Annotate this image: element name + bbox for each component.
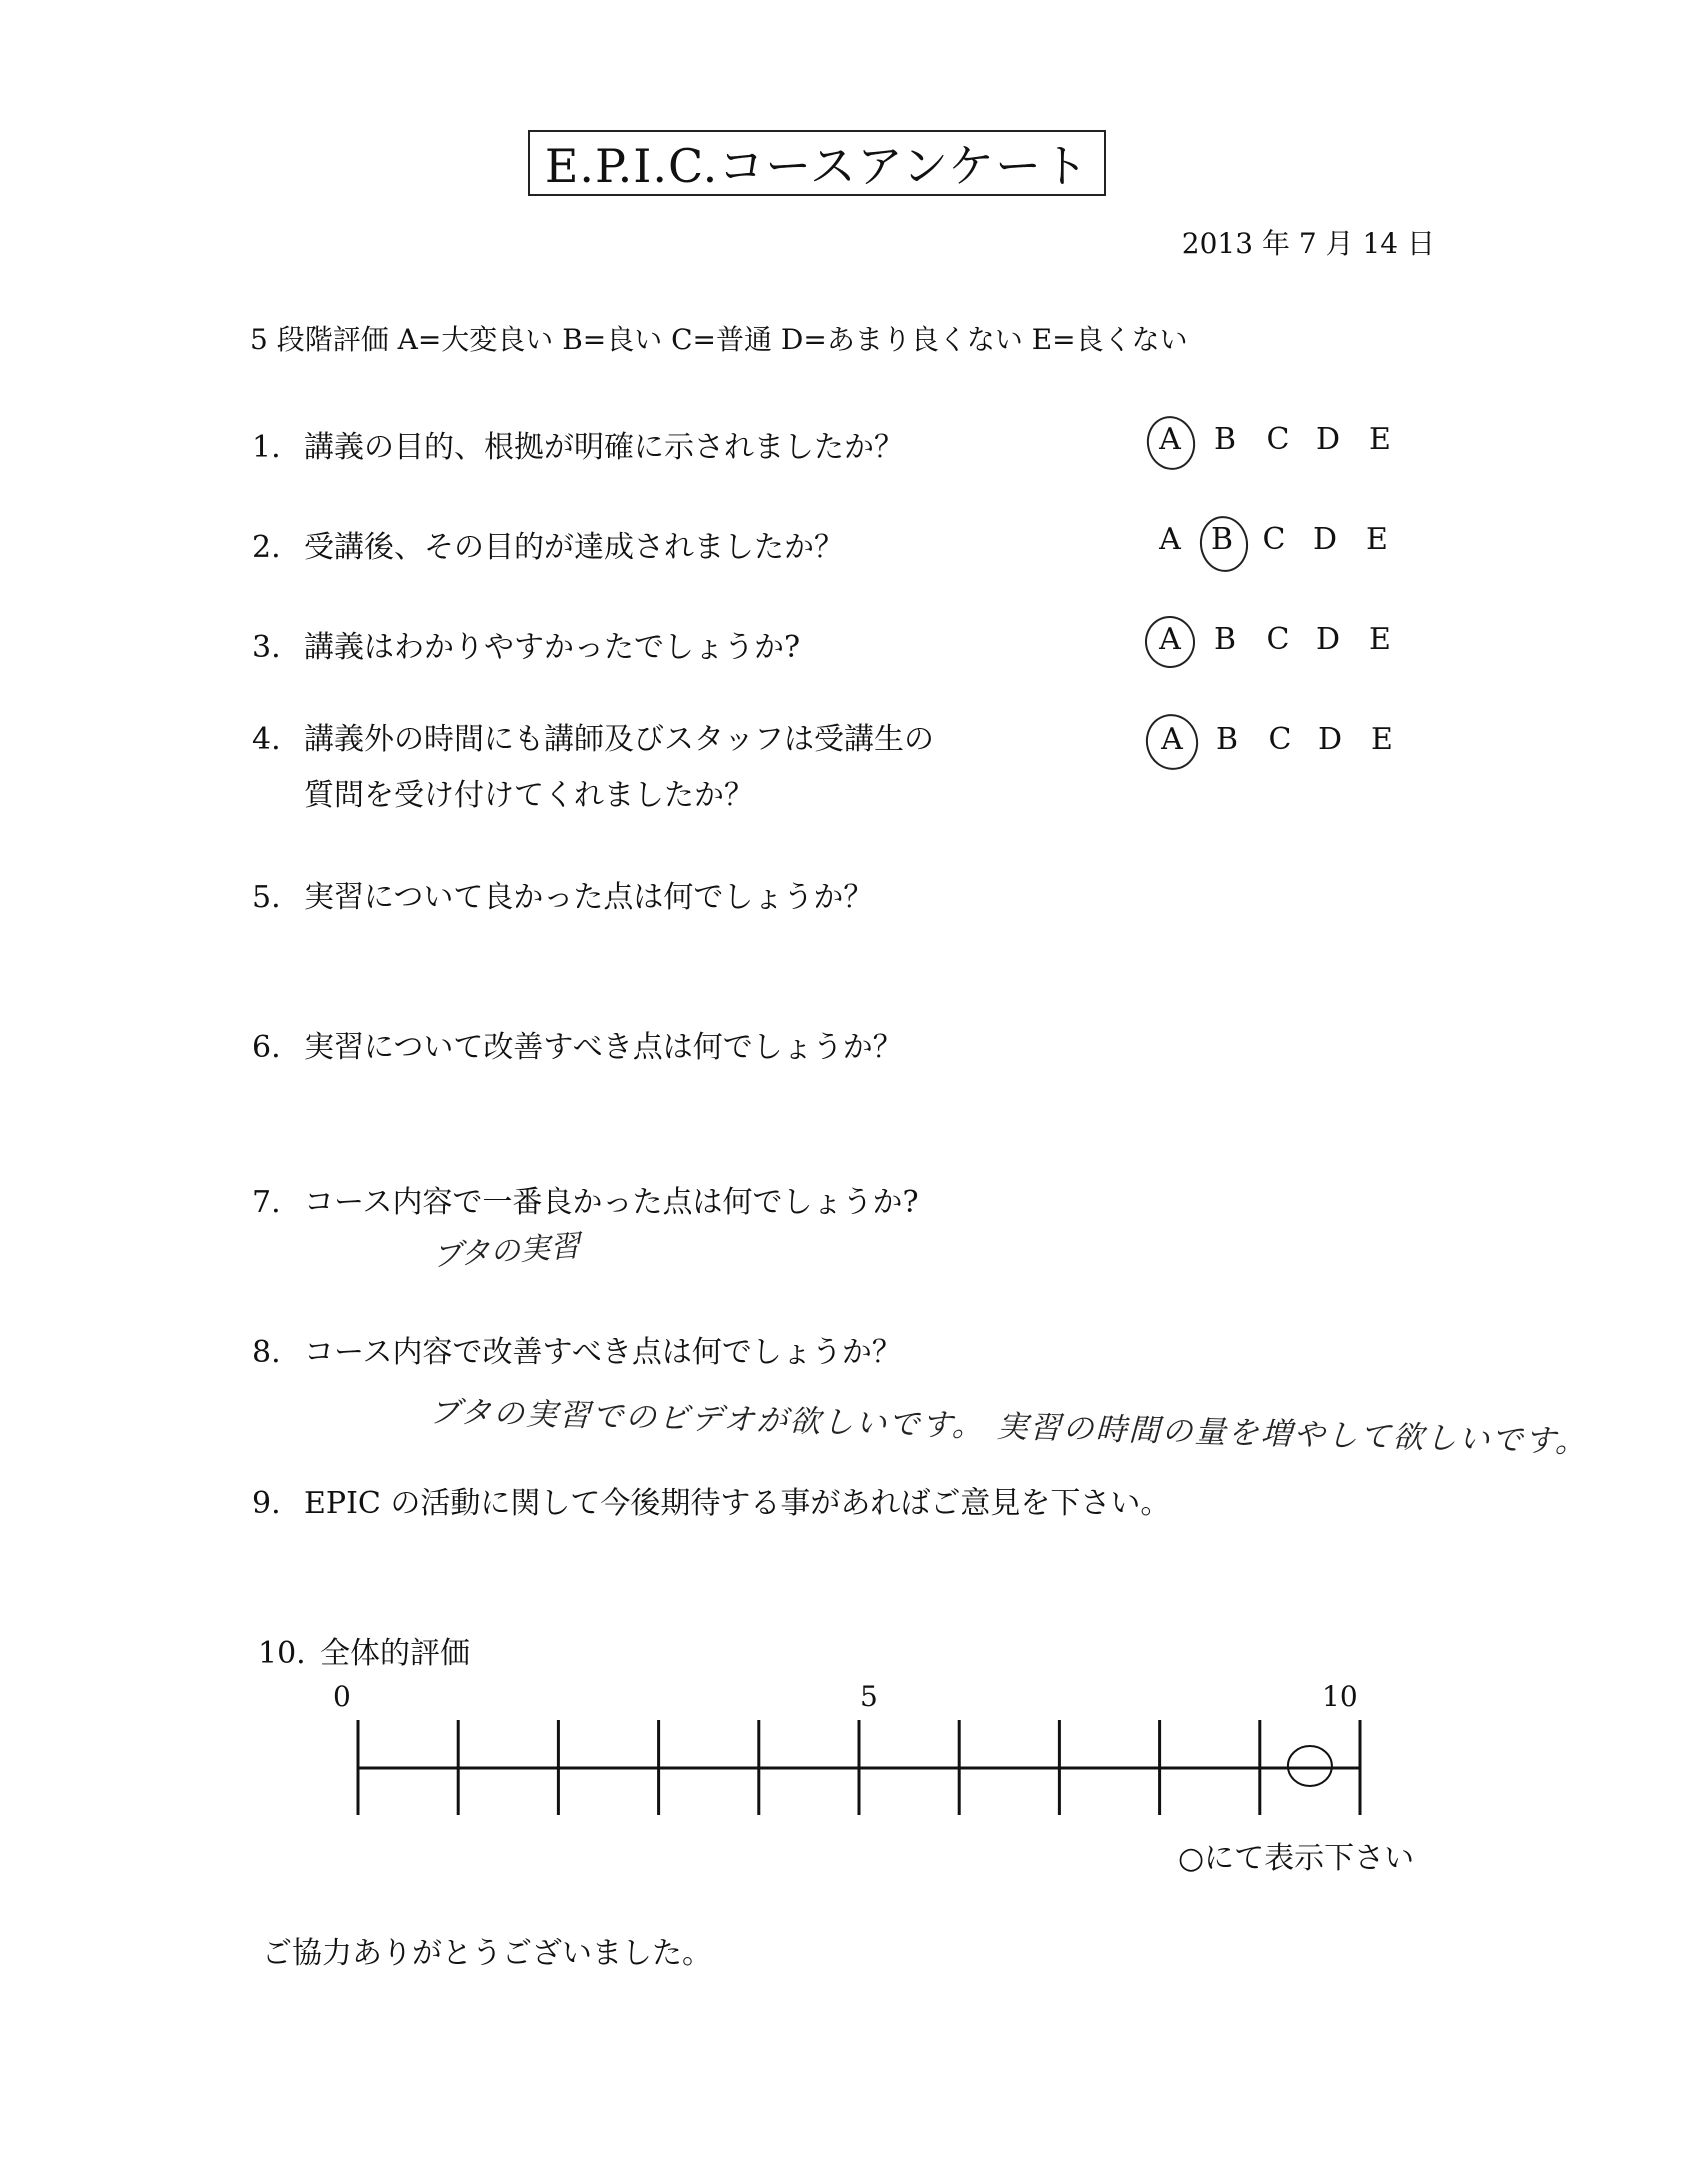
scale-label-mid: 5	[860, 1680, 878, 1713]
question-number: 6.	[252, 1030, 281, 1065]
rating-instruction: ○にて表示下さい	[1178, 1841, 1415, 1876]
question-number: 3.	[252, 630, 281, 665]
scale-label-min: 0	[333, 1680, 351, 1713]
question-text: 実習について改善すべき点は何でしょうか？	[304, 1030, 903, 1065]
option-a[interactable]: A	[1159, 522, 1181, 557]
question-number: 8.	[252, 1335, 281, 1370]
question-3-options	[1150, 622, 1410, 662]
option-e[interactable]: E	[1369, 622, 1391, 657]
selected-rating-circle	[1288, 1746, 1332, 1786]
survey-date: 2013 年 7 月 14 日	[1181, 227, 1435, 260]
survey-title: E.P.I.C.コースアンケート	[544, 139, 1090, 193]
question-text: コース内容で改善すべき点は何でしょうか？	[304, 1335, 902, 1370]
option-b[interactable]: B	[1213, 422, 1237, 457]
survey-title-box	[528, 130, 1106, 196]
question-number: 2.	[252, 530, 281, 565]
question-text: EPIC の活動に関して今後期待する事があればご意見を下さい。	[304, 1486, 1171, 1521]
question-10	[258, 1628, 470, 1672]
question-text: 講義はわかりやすかったでしょうか?	[304, 630, 801, 665]
question-8	[252, 1327, 902, 1371]
question-1	[252, 422, 904, 466]
question-number: 9.	[252, 1486, 281, 1521]
option-d[interactable]: D	[1315, 422, 1341, 457]
option-a[interactable]: A	[1159, 622, 1181, 657]
option-d[interactable]: D	[1317, 722, 1343, 757]
question-8-handwritten-answer: ブタの実習でのビデオが欲しいです。 実習の時間の量を増やして欲しいです。	[428, 1393, 1589, 1461]
question-4	[252, 712, 934, 824]
question-text: 受講後、その目的が達成されましたか？	[304, 530, 844, 565]
closing-message: ご協力ありがとうございました。	[262, 1936, 712, 1971]
question-4-options	[1152, 722, 1412, 762]
option-c[interactable]: C	[1262, 522, 1286, 557]
scale-label-max: 10	[1322, 1680, 1358, 1713]
question-2	[252, 522, 844, 566]
question-number: 7.	[252, 1185, 281, 1220]
question-number: 4.	[252, 722, 281, 757]
option-d[interactable]: D	[1315, 622, 1341, 657]
question-text-line-1: 講義外の時間にも講師及びスタッフは受講生の	[304, 722, 934, 757]
option-c[interactable]: C	[1266, 422, 1290, 457]
option-a[interactable]: A	[1161, 722, 1183, 757]
rating-scale-description: 5 段階評価 A=大変良い B=良い C=普通 D=あまり良くない E=良くない	[250, 323, 1188, 356]
question-7-handwritten-answer: ブタの実習	[431, 1228, 582, 1275]
question-text: 講義の目的、根拠が明確に示されましたか？	[304, 430, 904, 465]
selection-circle	[1140, 709, 1204, 776]
question-number: 10.	[258, 1636, 306, 1671]
question-text: コース内容で一番良かった点は何でしょうか?	[304, 1185, 919, 1220]
option-b[interactable]: B	[1210, 522, 1234, 557]
option-e[interactable]: E	[1369, 422, 1391, 457]
question-number: 1.	[252, 430, 281, 465]
question-text: 実習について良かった点は何でしょうか？	[304, 880, 874, 915]
question-text: 全体的評価	[320, 1636, 470, 1671]
question-6	[252, 1022, 903, 1066]
overall-rating-scale[interactable]	[340, 1710, 1380, 1820]
option-b[interactable]: B	[1213, 622, 1237, 657]
question-number: 5.	[252, 880, 281, 915]
question-1-options	[1150, 422, 1410, 462]
question-9	[252, 1478, 1170, 1522]
question-2-options	[1150, 522, 1410, 562]
question-5	[252, 872, 873, 916]
option-d[interactable]: D	[1312, 522, 1338, 557]
option-e[interactable]: E	[1366, 522, 1388, 557]
question-text-line-2: 質問を受け付けてくれましたか？	[304, 778, 754, 813]
question-7	[252, 1177, 919, 1221]
option-a[interactable]: A	[1159, 422, 1181, 457]
option-c[interactable]: C	[1266, 622, 1290, 657]
option-e[interactable]: E	[1371, 722, 1393, 757]
option-b[interactable]: B	[1215, 722, 1239, 757]
question-3	[252, 622, 800, 666]
option-c[interactable]: C	[1268, 722, 1292, 757]
